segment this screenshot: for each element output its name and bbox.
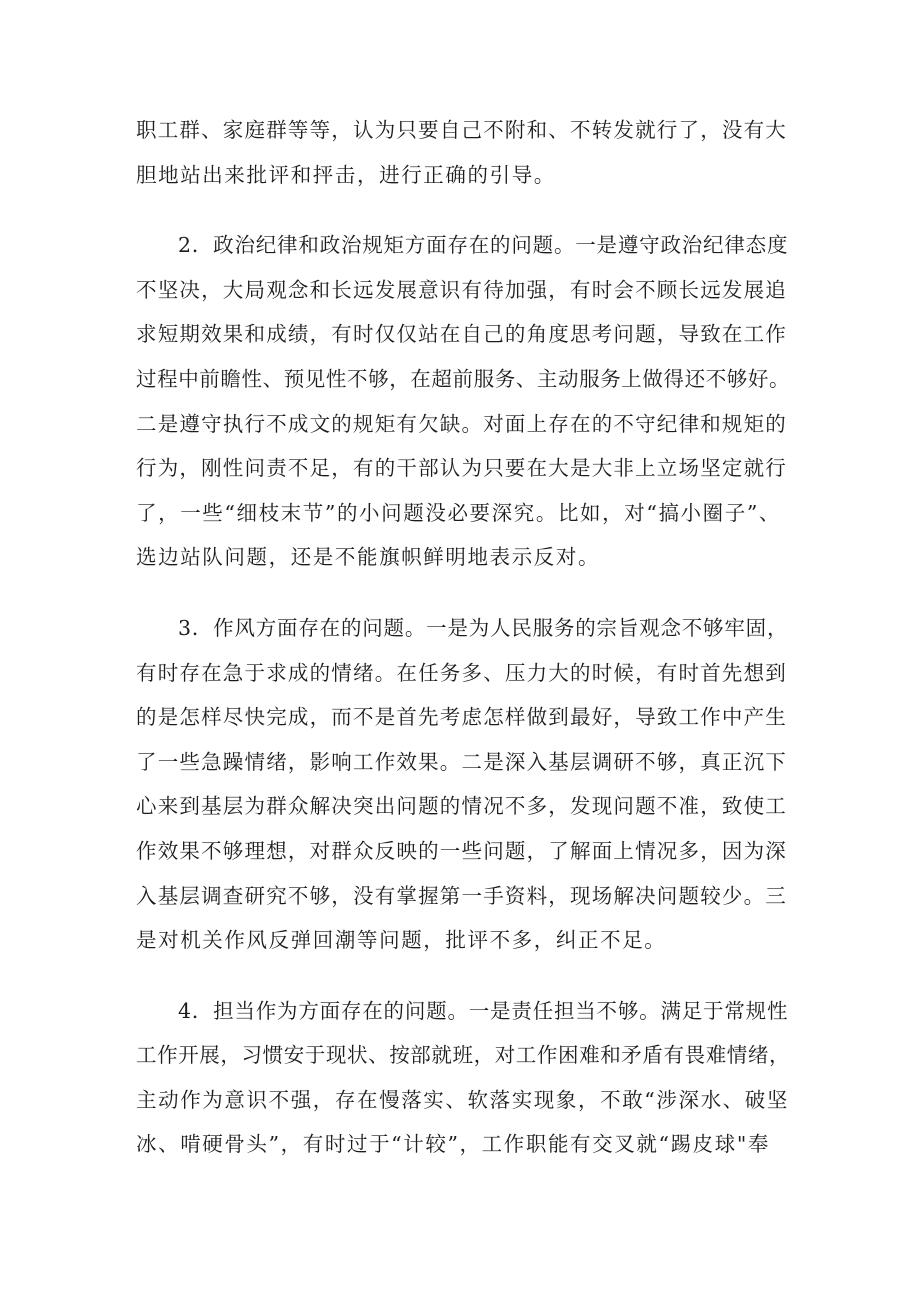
text-line: 不坚决，大局观念和长远发展意识有待加强，有时会不顾长远发展追 xyxy=(136,277,787,302)
text-line: 入基层调查研究不够，没有掌握第一手资料，现场解决问题较少。三 xyxy=(136,883,787,908)
document-body xyxy=(136,108,792,1167)
text-line: 过程中前瞻性、预见性不够，在超前服务、主动服务上做得还不够好。 xyxy=(136,366,791,391)
text-line: 3．作风方面存在的问题。一是为人民服务的宗旨观念不够牢固， xyxy=(178,615,789,640)
text-line: 作效果不够理想，对群众反映的一些问题，了解面上情况多，因为深 xyxy=(136,838,787,863)
text-line: 主动作为意识不强，存在慢落实、软落实现象，不敢“涉深水、破坚 xyxy=(136,1087,789,1112)
paragraph-political-discipline xyxy=(136,223,792,580)
text-line: 心来到基层为群众解决突出问题的情况不多，发现问题不准，致使工 xyxy=(136,794,787,819)
paragraph-responsibility xyxy=(136,989,792,1167)
text-line: 冰、啃硬骨头”，有时过于“计较”，工作职能有交叉就“踢皮球"奉 xyxy=(136,1132,770,1157)
text-line: 选边站队问题，还是不能旗帜鲜明地表示反对。 xyxy=(136,545,601,570)
text-line: 工作开展，习惯安于现状、按部就班，对工作困难和矛盾有畏难情绪， xyxy=(136,1043,791,1068)
paragraph-work-style xyxy=(136,606,792,963)
text-line: 2．政治纪律和政治规矩方面存在的问题。一是遵守政治纪律态度 xyxy=(178,233,789,258)
text-line: 求短期效果和成绩，有时仅仅站在自己的角度思考问题，导致在工作 xyxy=(136,322,787,347)
paragraph-1-continued xyxy=(136,108,792,197)
text-line: 有时存在急于求成的情绪。在任务多、压力大的时候，有时首先想到 xyxy=(136,660,787,685)
text-line: 职工群、家庭群等等，认为只要自己不附和、不转发就行了，没有大 xyxy=(136,118,787,142)
text-line: 行为，刚性问责不足，有的干部认为只要在大是大非上立场坚定就行 xyxy=(136,456,787,481)
text-line: 4．担当作为方面存在的问题。一是责任担当不够。满足于常规性 xyxy=(178,998,789,1023)
text-line: 胆地站出来批评和抨击，进行正确的引导。 xyxy=(136,162,556,187)
text-line: 二是遵守执行不成文的规矩有欠缺。对面上存在的不守纪律和规矩的 xyxy=(136,411,787,436)
text-line: 了一些急躁情绪，影响工作效果。二是深入基层调研不够，真正沉下 xyxy=(136,749,787,774)
text-line: 是对机关作风反弹回潮等问题，批评不多，纠正不足。 xyxy=(136,928,667,953)
text-line: 的是怎样尽快完成，而不是首先考虑怎样做到最好，导致工作中产生 xyxy=(136,705,787,730)
text-line: 了，一些“细枝末节”的小问题没必要深究。比如，对“搞小圈子”、 xyxy=(136,500,782,525)
